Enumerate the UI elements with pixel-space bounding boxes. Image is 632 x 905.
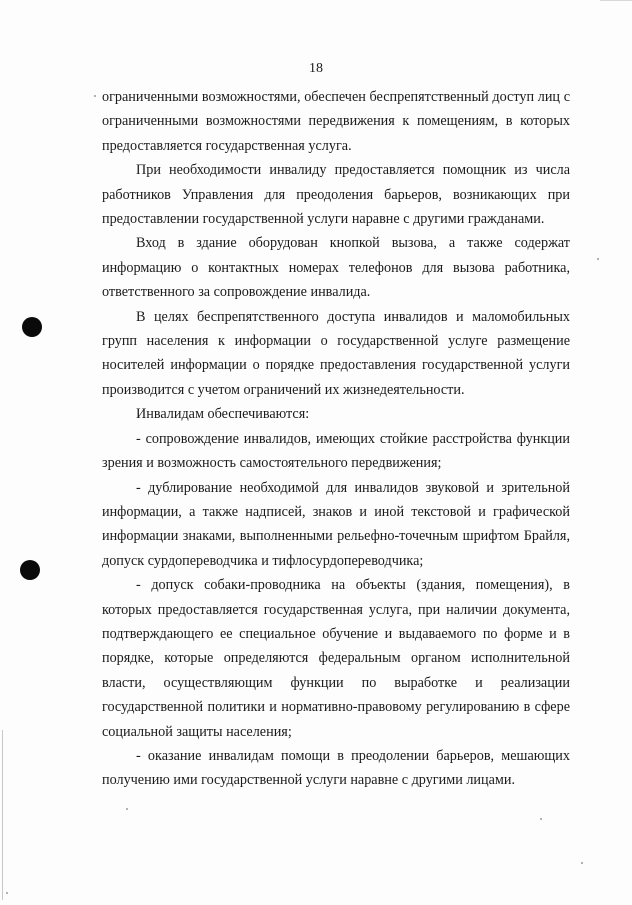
page-number: 18 — [309, 61, 323, 76]
scan-speck — [597, 258, 599, 260]
scan-top-edge — [600, 0, 632, 1]
body-text — [102, 85, 570, 793]
scan-speck — [581, 862, 583, 864]
scan-speck — [126, 808, 128, 810]
scan-speck — [540, 818, 542, 820]
list-item-guide-dog: - допуск собаки-проводника на объекты (здания, помещения), в которых предоставляется государственная услуга, при наличии документа, подтверждающего ее специальное обучение и выдаваемого по форме и в порядке, которые определяются федеральным органом исполнительной власти, осуществляющим функции по выработке и реализации государственной политики и нормативно-правовому регулированию в сфере социальной защиты населения; — [102, 577, 570, 740]
paragraph-call-button: Вход в здание оборудован кнопкой вызова, а также содержат информацию о контактных номерах телефонов для вызова работника, ответственного за сопровождение инвалида. — [102, 235, 570, 301]
scan-edge-line — [2, 730, 3, 900]
list-item-duplication: - дублирование необходимой для инвалидов звуковой и зрительной информации, а также надписей, знаков и иной текстовой и графической информации знаками, выполненными рельефно-точечным шрифтом Брайля, допуск сурдопереводчика и тифлосурдопереводчика; — [102, 479, 570, 569]
list-item-escort: - сопровождение инвалидов, имеющих стойкие расстройства функции зрения и возможность самостоятельного передвижения; — [102, 430, 570, 472]
punch-hole-bottom — [20, 560, 40, 580]
list-item-assistance: - оказание инвалидам помощи в преодолении барьеров, мешающих получению ими государственной услуги наравне с другими лицами. — [102, 747, 570, 789]
paragraph-provisions-heading: Инвалидам обеспечиваются: — [136, 406, 310, 423]
scan-speck — [94, 95, 96, 97]
punch-hole-top — [22, 317, 42, 337]
paragraph-information-access: В целях беспрепятственного доступа инвалидов и маломобильных групп населения к информации о государственной услуге размещение носителей информации о порядке предоставления государственной услуги производится с учетом ограничений их жизнедеятельности. — [102, 308, 570, 398]
paragraph-accessibility-continuation: ограниченными возможностями, обеспечен беспрепятственный доступ лиц с ограниченными возможностями передвижения к помещениям, в которых предоставляется государственная услуга. — [102, 89, 570, 154]
paragraph-assistant: При необходимости инвалиду предоставляется помощник из числа работников Управления для преодоления барьеров, возникающих при предоставлении государственной услуги наравне с другими гражданами. — [102, 162, 570, 228]
scan-speck — [6, 892, 8, 894]
